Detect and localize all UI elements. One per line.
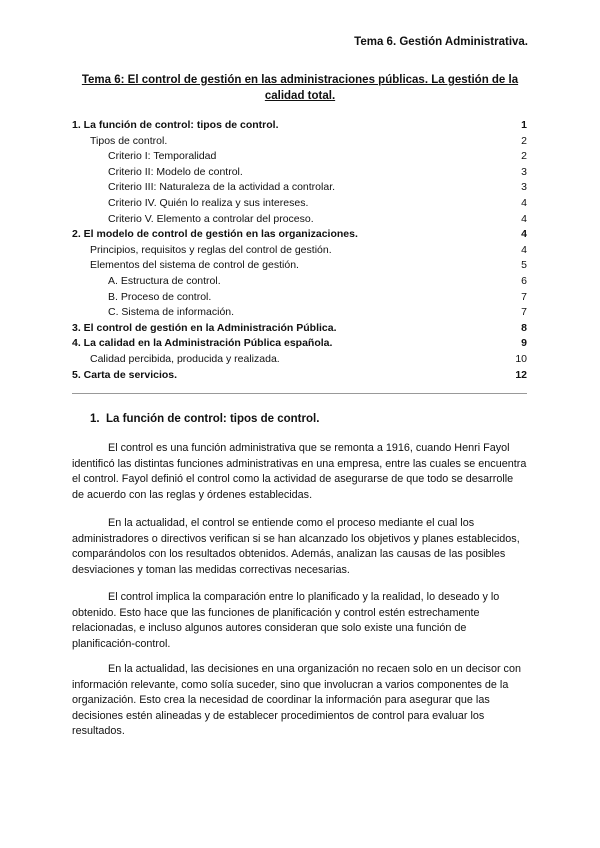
toc-entry-title: Elementos del sistema de control de gestión. [90, 259, 299, 272]
toc-entry-title: Principios, requisitos y reglas del control de gestión. [90, 243, 332, 256]
section-title: La función de control: tipos de control. [106, 413, 320, 425]
toc-entry-page: 3 [521, 181, 527, 194]
toc-entry-page: 6 [521, 274, 527, 287]
toc-entry-page: 10 [515, 352, 527, 365]
toc-entry-page: 2 [521, 134, 527, 147]
toc-entry[interactable] [72, 227, 527, 243]
toc-entry[interactable] [72, 290, 527, 306]
running-header: Tema 6. Gestión Administrativa. [354, 36, 528, 48]
toc-entry-title: Criterio I: Temporalidad [108, 150, 217, 163]
toc-entry[interactable] [72, 352, 527, 368]
toc-entry[interactable] [72, 258, 527, 274]
toc-entry-title: Criterio V. Elemento a controlar del proceso. [108, 212, 314, 225]
toc-entry-page: 4 [521, 212, 527, 225]
paragraph: En la actualidad, el control se entiende como el proceso mediante el cual los administradores o directivos verifican si se han alcanzado los objetivos y planes establecidos, comparándolos con los resultados obtenidos. Además, analizan las causas de las posibles desviaciones y toman las medidas correctivas necesarias. [72, 517, 520, 576]
toc-entry[interactable] [72, 212, 527, 228]
toc-entry-title: 2. El modelo de control de gestión en las organizaciones. [72, 228, 358, 241]
toc-entry-page: 7 [521, 290, 527, 303]
toc-entry-title: 4. La calidad en la Administración Pública española. [72, 337, 333, 350]
toc-entry-page: 4 [521, 243, 527, 256]
divider [72, 393, 527, 394]
toc-entry-title: C. Sistema de información. [108, 306, 235, 319]
toc-entry-title: Criterio IV. Quién lo realiza y sus intereses. [108, 196, 309, 209]
toc-entry[interactable] [72, 118, 527, 134]
toc-entry-title: 1. La función de control: tipos de control. [72, 119, 279, 131]
toc-entry-title: 5. Carta de servicios. [72, 368, 178, 381]
paragraph: En la actualidad, las decisiones en una organización no recaen solo en un decisor con información relevante, como solía suceder, sino que involucran a varios componentes de la organización. Esto crea la necesidad de coordinar la información para asegurar que las decisiones estén alineadas y de establecer procedimientos de control para evaluar los resultados. [72, 663, 521, 738]
toc-entry-title: 3. El control de gestión en la Administración Pública. [72, 321, 337, 334]
toc-entry-title: A. Estructura de control. [108, 274, 221, 287]
toc-entry[interactable] [72, 196, 527, 212]
section-number: 1. [90, 413, 100, 425]
toc-entry-page: 12 [515, 368, 527, 381]
toc-entry[interactable] [72, 321, 527, 337]
toc-entry-page: 4 [521, 196, 527, 209]
toc-entry-title: B. Proceso de control. [108, 290, 212, 303]
toc-entry[interactable] [72, 134, 527, 150]
toc-entry[interactable] [72, 243, 527, 259]
toc-entry-page: 8 [521, 321, 527, 334]
toc-entry-page: 4 [521, 228, 527, 241]
toc-entry-title: Criterio II: Modelo de control. [108, 165, 243, 178]
toc-entry-title: Calidad percibida, producida y realizada. [90, 352, 280, 365]
table-of-contents [72, 118, 527, 383]
paragraph: El control es una función administrativa que se remonta a 1916, cuando Henri Fayol identificó las distintas funciones administrativas en una empresa, entre las cuales se encuentra el control. Fayol definió el control como la actividad de asegurarse de que todo se desarrolle de acuerdo con las reglas y órdenes establecidas. [72, 442, 527, 501]
section-heading [72, 413, 319, 425]
paragraph: El control implica la comparación entre lo planificado y la realidad, lo deseado y lo obtenido. Esto hace que las funciones de planificación y control estén estrechamente relacionadas, e incluso algunos autores consideran que solo existe una función de planificación-control. [72, 591, 500, 650]
document-title: Tema 6: El control de gestión en las administraciones públicas. La gestión de la calidad total. [81, 74, 519, 102]
toc-entry-page: 3 [521, 165, 527, 178]
toc-entry-title: Tipos de control. [90, 134, 168, 147]
toc-entry[interactable] [72, 368, 527, 384]
toc-entry[interactable] [72, 336, 527, 352]
toc-entry-page: 5 [521, 259, 527, 272]
toc-entry[interactable] [72, 149, 527, 165]
toc-entry-page: 2 [521, 150, 527, 163]
toc-entry[interactable] [72, 165, 527, 181]
toc-entry[interactable] [72, 305, 527, 321]
toc-entry-page: 7 [521, 306, 527, 319]
toc-entry-page: 9 [521, 337, 527, 350]
toc-entry[interactable] [72, 274, 527, 290]
toc-entry[interactable] [72, 180, 527, 196]
toc-entry-page: 1 [521, 119, 527, 131]
toc-entry-title: Criterio III: Naturaleza de la actividad a controlar. [108, 181, 336, 194]
